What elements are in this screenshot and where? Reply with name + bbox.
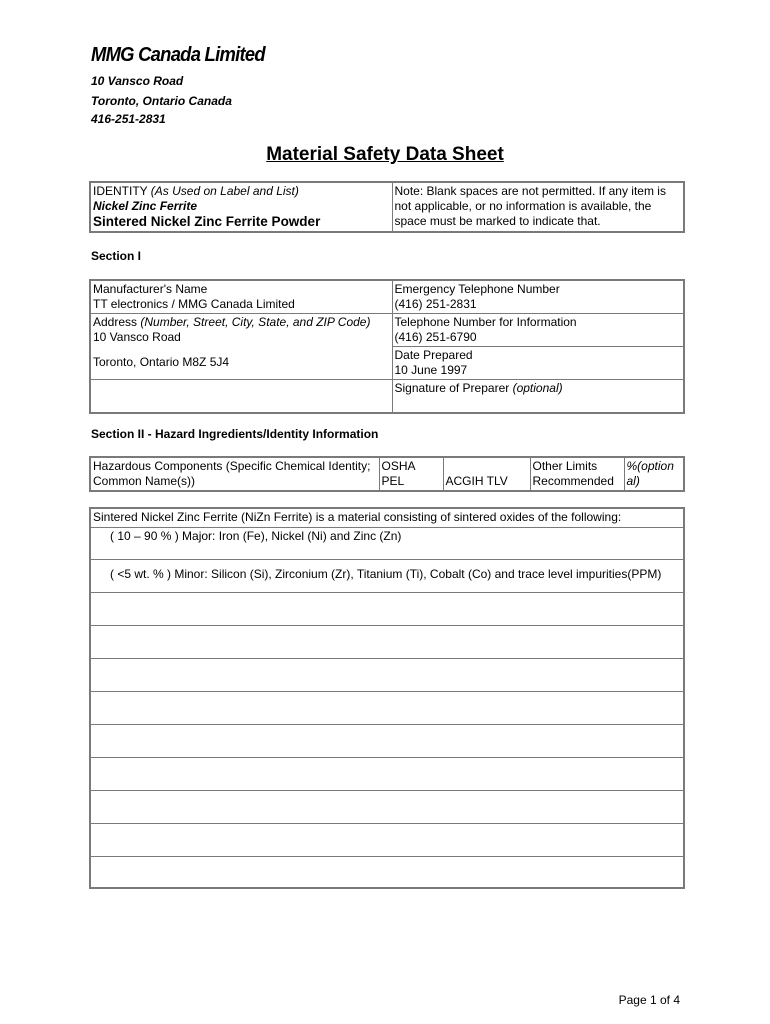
manufacturer-label: Manufacturer's Name <box>93 282 208 296</box>
col-osha-pel <box>379 457 443 491</box>
table-row <box>90 625 684 658</box>
col-other-line2: Recommended <box>532 474 614 488</box>
blank-cell <box>90 380 392 413</box>
table-row: ( 10 – 90 % ) Major: Iron (Fe), Nickel (Ni) and Zinc (Zn) <box>90 527 684 559</box>
company-name: MMG Canada Limited <box>91 44 265 66</box>
table-row: ( <5 wt. % ) Minor: Silicon (Si), Zirconium (Zr), Titanium (Ti), Cobalt (Co) and trace level impurities(PPM) <box>90 559 684 592</box>
col-percent-line1: %(option <box>626 459 674 473</box>
table-row <box>90 691 684 724</box>
col-percent-optional <box>624 457 684 491</box>
col-osha-line1: OSHA <box>381 459 416 473</box>
col-hazardous-components: Hazardous Components (Specific Chemical Identity; Common Name(s)) <box>90 457 379 491</box>
col-other-limits <box>530 457 624 491</box>
manufacturer-value: TT electronics / MMG Canada Limited <box>93 297 295 311</box>
address-label: Address <box>93 315 138 329</box>
emergency-phone-cell <box>392 280 684 314</box>
table-row <box>90 658 684 691</box>
signature-label: Signature of Preparer <box>394 381 510 395</box>
col-other-line1: Other Limits <box>532 459 598 473</box>
identity-material: Nickel Zinc Ferrite <box>93 199 198 213</box>
page-number: Page 1 of 4 <box>618 993 680 1007</box>
address-value-line2: Toronto, Ontario M8Z 5J4 <box>93 355 230 369</box>
table-row: Sintered Nickel Zinc Ferrite (NiZn Ferrite) is a material consisting of sintered oxides of the following: <box>90 508 684 527</box>
table-row <box>90 592 684 625</box>
manufacturer-cell <box>90 280 392 314</box>
section-2-heading: Section II - Hazard Ingredients/Identity Information <box>91 427 379 441</box>
address-value-line1: 10 Vansco Road <box>93 330 181 344</box>
info-phone-cell <box>392 314 684 347</box>
company-address-line1: 10 Vansco Road <box>91 74 184 88</box>
identity-product: Sintered Nickel Zinc Ferrite Powder <box>93 214 321 229</box>
identity-label: IDENTITY <box>93 184 148 198</box>
emergency-phone-label: Emergency Telephone Number <box>394 282 560 296</box>
identity-table <box>89 181 685 233</box>
info-phone-value: (416) 251-6790 <box>394 330 477 344</box>
hazard-header-table <box>89 456 685 492</box>
col-acgih-tlv: ACGIH TLV <box>443 457 530 491</box>
signature-cell <box>392 380 684 413</box>
section-1-table <box>89 279 685 414</box>
hazard-rows-table <box>89 507 685 889</box>
address-cell <box>90 314 392 380</box>
address-label-note: (Number, Street, City, State, and ZIP Code) <box>140 315 371 329</box>
emergency-phone-value: (416) 251-2831 <box>394 297 477 311</box>
date-prepared-value: 10 June 1997 <box>394 363 468 377</box>
table-row <box>90 856 684 888</box>
col-percent-line2: al) <box>626 474 640 488</box>
table-row <box>90 724 684 757</box>
company-phone: 416-251-2831 <box>91 112 166 126</box>
date-prepared-cell <box>392 347 684 380</box>
document-title: Material Safety Data Sheet <box>266 144 504 165</box>
signature-label-note: (optional) <box>512 381 563 395</box>
section-1-heading: Section I <box>91 249 142 263</box>
table-row <box>90 790 684 823</box>
identity-label-note: (As Used on Label and List) <box>150 184 299 198</box>
col-osha-line2: PEL <box>381 474 405 488</box>
company-address-line2: Toronto, Ontario Canada <box>91 94 232 108</box>
info-phone-label: Telephone Number for Information <box>394 315 577 329</box>
date-prepared-label: Date Prepared <box>394 348 473 362</box>
identity-cell <box>90 182 392 232</box>
table-row <box>90 757 684 790</box>
identity-note: Note: Blank spaces are not permitted. If any item is not applicable, or no information is available, the space must be marked to indicate that. <box>392 182 684 232</box>
table-row <box>90 823 684 856</box>
